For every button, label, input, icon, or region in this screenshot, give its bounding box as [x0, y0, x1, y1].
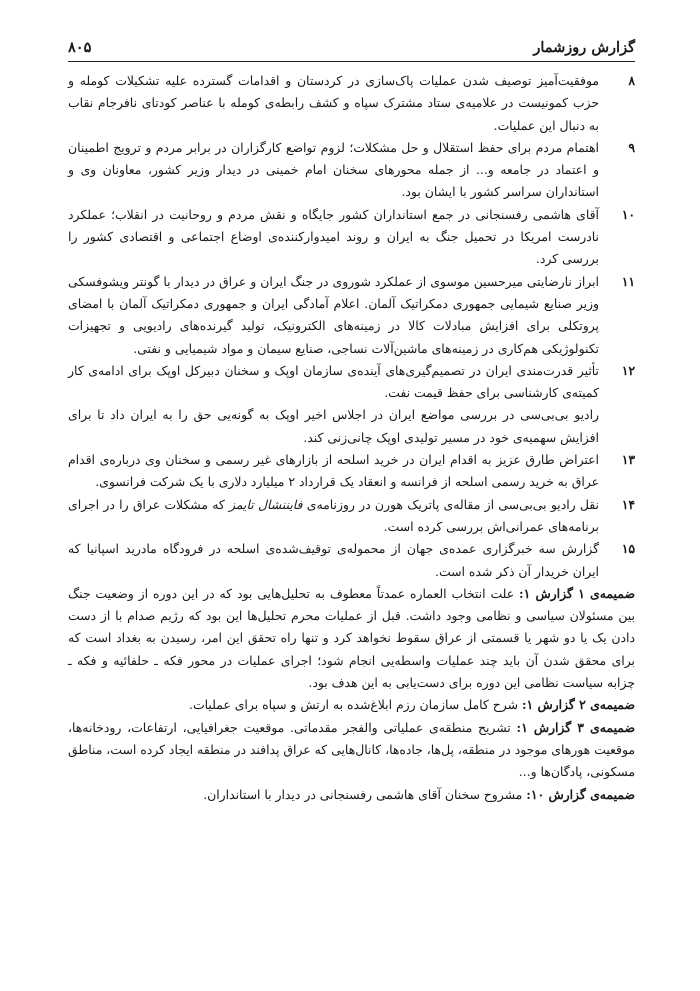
report-item: [68, 360, 635, 405]
item-text-after: که مشکلات عراق را در اجرای برنامه‌های عمرانی‌اش بررسی کرده است.: [68, 496, 599, 534]
header-rule: [68, 61, 635, 62]
item-extra-paragraph: رادیو بی‌بی‌سی در بررسی مواضع ایران در اجلاس اخیر اوپک به گونه‌یی حق را به ایران داد تا برای افزایش سهمیه‌ی خود در مسیر تولیدی اوپک چانی‌زنی کند.: [68, 407, 599, 445]
page-number: ۸۰۵: [68, 38, 92, 56]
appendix-text: تشریح منطقه‌ی عملیاتی والفجر مقدماتی. موقعیت جغرافیایی، ارتفاعات، رودخانه‌ها، موقعیت هورهای موجود در منطقه، پل‌ها، جاده‌ها، کانال‌هایی که عراق پدافند در منطقه ایجاد کرده است، مناطق مسکونی، پادگان‌ها و...: [68, 719, 635, 780]
report-item: [68, 204, 635, 271]
report-item: [68, 70, 635, 137]
item-text: [68, 494, 599, 539]
appendix-label: ضمیمه‌ی ۲ گزارش ۱:: [521, 697, 635, 713]
appendix-note: [68, 694, 635, 716]
appendix-label: ضمیمه‌ی ۳ گزارش ۱:: [516, 719, 635, 735]
item-number: ۱۵: [621, 541, 635, 557]
item-number: ۱۰: [621, 206, 635, 222]
page-header: [68, 37, 635, 57]
item-number: ۹: [628, 139, 635, 155]
appendix-note: [68, 583, 635, 694]
item-number: ۱۴: [621, 496, 635, 512]
newspaper-title: فایننشال تایمز: [229, 496, 303, 512]
report-item: [68, 449, 635, 494]
appendix-label: ضمیمه‌ی گزارش ۱۰:: [526, 786, 635, 802]
appendix-label: ضمیمه‌ی ۱ گزارش ۱:: [519, 585, 635, 601]
item-text: ابراز نارضایتی میرحسین موسوی از عملکرد شوروی در جنگ ایران و عراق در دیدار با گونتر ویشوفسکی وزیر صنایع شیمایی جمهوری دمکراتیک آلمان. اعلام آمادگی ایران و جمهوری دمکراتیک آلمان با امضای پروتکلی برای افزایش مبادلات کالا در زمینه‌های الکترونیک، تولید گیرنده‌های رادیویی و تجهیزات تکنولوژیکی هم‌کاری در زمینه‌های ماشین‌آلات نساجی، صنایع سیمان و مواد شیمیایی و نفتی.: [68, 273, 599, 356]
item-text: اهتمام مردم برای حفظ استقلال و حل مشکلات؛ لزوم تواضع کارگزاران در برابر مردم و ترویج اطمینان و اعتماد در جامعه و... از جمله محورهای سخنان امام خمینی در دیدار وزیر کشور، معاونان وی و استانداران سراسر کشور با ایشان بود.: [68, 139, 599, 200]
item-text: گزارش سه خبرگزاری عمده‌ی جهان از محموله‌ی توقیف‌شده‌ی اسلحه در فرودگاه مادرید اسپانیا که ایران خریدار آن ذکر شده است.: [68, 541, 599, 579]
item-text: تأثیر قدرت‌مندی ایران در تصمیم‌گیری‌های آینده‌ی سازمان اوپک و سخنان دبیرکل اوپک برای ادامه‌ی کار کمیته‌ی کارشناسی برای حفظ قیمت نفت.: [68, 362, 599, 401]
report-item: [68, 137, 635, 204]
report-item: [68, 494, 635, 539]
report-item: [68, 271, 635, 360]
running-title: گزارش روزشمار: [533, 38, 635, 56]
item-text: موفقیت‌آمیز توصیف شدن عملیات پاک‌سازی در کردستان و اقدامات گسترده علیه تشکیلات کومله و حزب کمونیست در علامیه‌ی ستاد مشترک سپاه و کشف رابطه‌ی کومله با عناصر کودتای نافرجام نقاب به دنبال این عملیات.: [68, 73, 599, 133]
report-item: [68, 538, 635, 583]
item-text: اعتراض طارق عزیز به اقدام ایران در خرید اسلحه از بازارهای غیر رسمی و سخنان وی درباره‌ی اقدام عراق به خرید رسمی اسلحه از فرانسه و انعقاد یک قرارداد ۲ میلیارد دلاری با یک شرکت فرانسوی.: [68, 452, 599, 490]
report-body: [68, 70, 635, 806]
appendix-text: مشروح سخنان آقای هاشمی رفسنجانی در دیدار با استانداران.: [203, 786, 523, 802]
item-number: ۱۱: [621, 273, 635, 289]
item-number: ۱۳: [621, 452, 635, 468]
appendix-note: [68, 784, 635, 806]
appendix-note: [68, 717, 635, 784]
item-text-before: نقل رادیو بی‌بی‌سی از مقاله‌ی پاتریک هورن در روزنامه‌ی: [302, 496, 600, 512]
item-text: آقای هاشمی رفسنجانی در جمع استانداران کشور جایگاه و نقش مردم و روحانیت در انقلاب؛ عملکرد نادرست امریکا در تحمیل جنگ به ایران و روند امیدوارکننده‌ی اوضاع اجتماعی و اقتصادی کشور را بررسی کرد.: [68, 206, 599, 267]
appendix-text: شرح کامل سازمان رزم ابلاغ‌شده به ارتش و سپاه برای عملیات.: [189, 697, 518, 713]
item-number: ۸: [628, 73, 635, 88]
item-number: ۱۲: [621, 362, 635, 378]
appendix-text: علت انتخاب العماره عمدتاً معطوف به تحلیل‌هایی بود که در این دوره از وضعیت جنگ بین مسئولان سیاسی و نظامی وجود داشت. قبل از عملیات محرم تحلیل‌ها این بود که رژیم صدام با از دست دادن یک یا دو شهر یا قسمتی از عراق سقوط نخواهد کرد و تنها راه تحقق این امر، رسیدن به بغداد است که برای محقق شدن آن باید چند عملیات واسطه‌یی انجام شود؛ اجرای عملیات در محور فکه ـ حلفائیه و فکه ـ چزابه سیاست نظامی این دوره برای دست‌یابی به این هدف بود.: [68, 585, 635, 691]
